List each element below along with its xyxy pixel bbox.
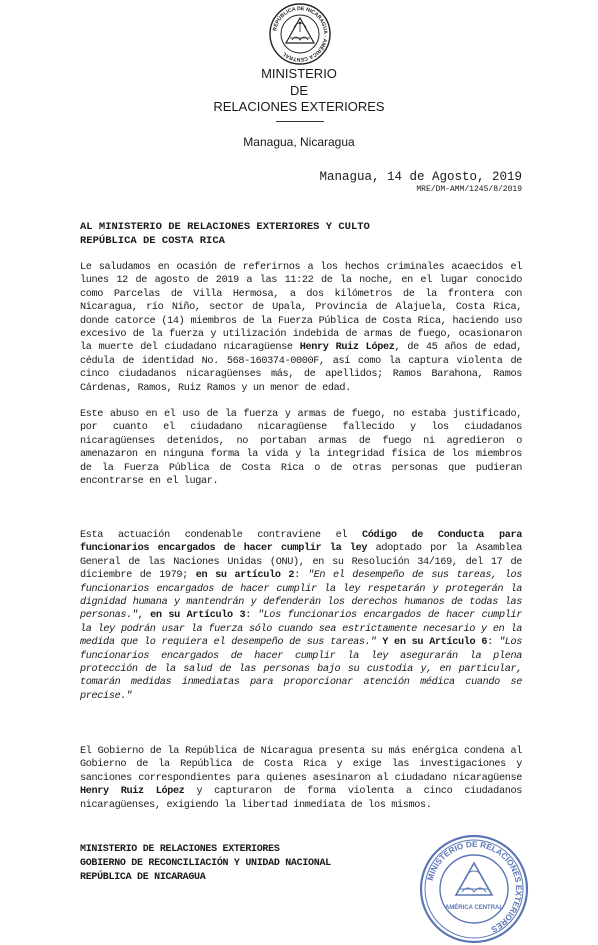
official-stamp-icon [418,833,530,945]
letter-date: Managua, 14 de Agosto, 2019 [319,170,522,184]
text-run: , de 45 años de edad, cédula de identidad No. 568-160374-0000F, así como la captura violenta de cinco ciudadanos nicaragüenses más, de apellidos; Ramos Barahona, Ramos Cárdenas, Ramos, Ruiz Ramos y un menor de edad. [80,342,522,394]
victim-name: Henry Ruiz López [299,342,395,354]
addressee-block [80,220,370,248]
svg-text:MINISTERIO DE RELACIONES EXTER: MINISTERIO DE RELACIONES EXTERIORES [425,839,524,934]
victim-name: Henry Ruiz López [80,786,185,798]
text-run: adoptado por la Asamblea General de las Naciones Unidas (ONU), en su Resolución 34/169, del 17 de diciembre de 1979; [80,543,523,582]
signature-line: MINISTERIO DE RELACIONES EXTERIORES [80,844,280,855]
reference-number: MRE/DM-AMM/1245/8/2019 [416,185,522,194]
article-quote: "Los funcionarios encargados de hacer cumplir la ley podrán usar la fuerza sólo cuando sea estrictamente necesario y en la medida que lo requiera el desempeño de sus tareas." [80,610,522,649]
ministry-line: MINISTERIO [261,66,337,81]
article-ref: Y en su Artículo 6 [376,637,488,649]
ministry-line: DE [289,82,309,98]
addressee-line: REPÚBLICA DE COSTA RICA [80,235,225,247]
paragraph-3 [80,529,522,703]
text-run: El Gobierno de la República de Nicaragua presenta su más enérgica condena al Gobierno de la República de Costa Rica y exige las investigaciones y sanciones correspondientes para quienes asesinaron al ciudadano nicaragüense [80,746,522,784]
text-run: : [487,637,499,649]
header-divider [276,121,324,122]
text-run: : [294,570,308,582]
article-ref: en su Artículo 3 [150,610,246,622]
text-run: y capturaron de forma violenta a cinco ciudadanos nicaragüenses, exigiendo la libertad inmediata de los mismos. [80,786,522,811]
ministry-line: RELACIONES EXTERIORES [213,99,385,114]
article-quote: "En el desempeño de sus tareas, los funcionarios encargados de hacer cumplir la ley respetarán y protegerán la dignidad humana y mantendrán y defenderán los derechos humanos de todas las personas." [80,570,522,622]
ministry-name [0,66,598,116]
signature-line: REPÚBLICA DE NICARAGUA [80,872,206,883]
svg-text:AMÉRICA CENTRAL: AMÉRICA CENTRAL [444,905,504,911]
city-line: Managua, Nicaragua [243,135,355,149]
paragraph-2: Este abuso en el uso de la fuerza y armas de fuego, no estaba justificado, por cuanto el ciudadano nicaragüense fallecido y los ciudadanos nicaragüenses detenidos, no portaban armas de fuego ni agredieron o amenazaron en ninguna forma la vida y la integridad física de los miembros de la Fuerza Pública de Costa Rica o de otras personas que pudieran encontrarse en el lugar. [80,409,522,488]
svg-text:REPÚBLICA DE NICARAGUA · AMÉRI: REPÚBLICA DE NICARAGUA · AMÉRICA CENTRAL [272,5,329,63]
paragraph-4 [80,745,522,812]
signature-line: GOBIERNO DE RECONCILIACIÓN Y UNIDAD NACIONAL [80,858,331,869]
text-run: , [137,610,151,622]
paragraph-1 [80,261,522,395]
text-run: Le saludamos en ocasión de referirnos a los hechos criminales acaecidos el lunes 12 de agosto de 2019 a las 11:22 de la noche, en el lugar conocido como Parcelas de Villa Hermosa, a dos kilómetros de la frontera con Nicaragua, río Niño, sector de Upala, Provincia de Alajuela, Costa Rica, donde catorce (14) miembros de la Fuerza Pública de Costa Rica, haciendo uso excesivo de la fuerza y utilización indebida de armas de fuego, ocasionaron la muerte del ciudadano nicaragüense [80,262,522,354]
code-of-conduct-title: Código de Conducta para funcionarios encargados de hacer cumplir la ley [80,530,522,555]
addressee-line: AL MINISTERIO DE RELACIONES EXTERIORES Y CULTO [80,221,370,233]
article-ref: en su artículo 2 [195,570,295,582]
signature-block [80,843,331,885]
article-quote: "Los funcionarios encargados de hacer cumplir la ley asegurarán la plena protección de la salud de las personas bajo su custodia y, en particular, tomarán medidas inmediatas para proporcionar atención médica cuando se precise." [80,637,522,702]
coat-of-arms-icon [268,2,332,66]
text-run: : [245,610,258,622]
text-run: Esta actuación condenable contraviene el [80,530,363,541]
